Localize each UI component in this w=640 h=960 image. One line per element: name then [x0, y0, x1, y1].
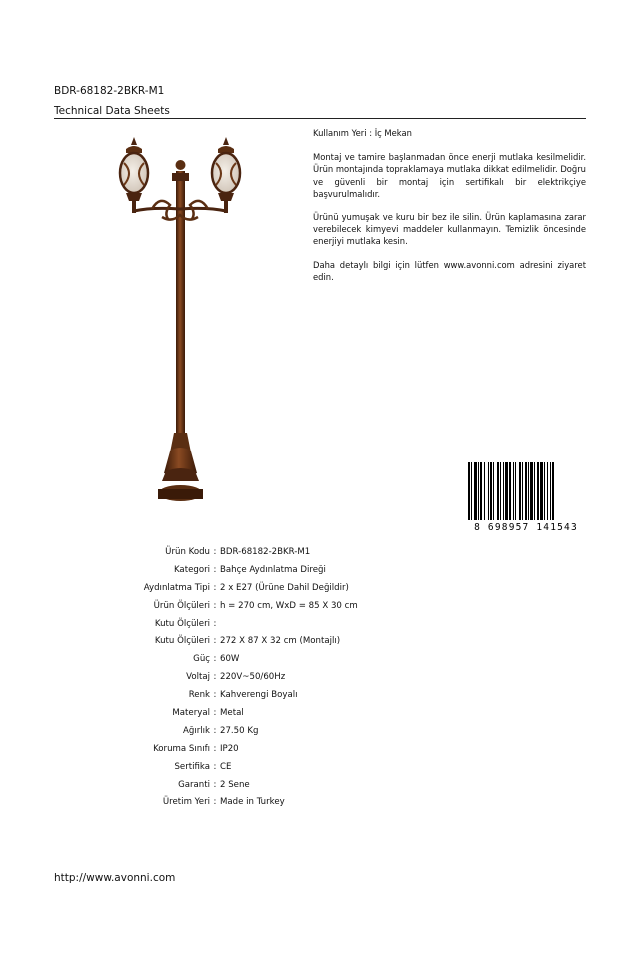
spec-row: [80, 776, 480, 794]
spec-value: 60W: [220, 654, 240, 665]
safety-note: Montaj ve tamire başlanmadan önce enerji mutlaka kesilmelidir. Ürün montajında topraklamaya mutlaka dikkat edilmelidir. Doğru ve güvenli bir montaj için sertifikalı bir elektrikçiye başvurulmalıdır.: [313, 152, 586, 199]
spec-value: Metal: [220, 707, 244, 718]
spec-separator: :: [213, 672, 217, 683]
spec-row: [80, 543, 480, 561]
barcode: [466, 462, 586, 532]
barcode-bar: [528, 462, 529, 520]
spec-row: [80, 740, 480, 758]
spec-separator: :: [213, 690, 217, 701]
barcode-bar: [493, 462, 494, 520]
spec-separator: :: [213, 636, 217, 647]
spec-separator: :: [213, 761, 217, 772]
spec-label: Aydınlatma Tipi: [143, 582, 210, 593]
spec-label: Ürün Ölçüleri: [153, 600, 210, 611]
spec-row: [80, 704, 480, 722]
spec-label: Garanti: [178, 779, 210, 790]
barcode-bar: [537, 462, 539, 520]
barcode-bar: [534, 462, 535, 520]
spec-row: [80, 686, 480, 704]
barcode-bar: [474, 462, 477, 520]
spec-row: [80, 579, 480, 597]
product-code-title: BDR-68182-2BKR-M1: [54, 85, 165, 97]
spec-label: Ağırlık: [182, 725, 210, 736]
barcode-bar: [530, 462, 533, 520]
barcode-bar: [550, 462, 551, 520]
barcode-bar: [522, 462, 523, 520]
usage-location: Kullanım Yeri : İç Mekan: [313, 128, 412, 138]
spec-row: [80, 632, 480, 650]
spec-label: Renk: [188, 690, 210, 701]
spec-row: [80, 650, 480, 668]
barcode-bar: [471, 462, 472, 520]
barcode-bar: [540, 462, 543, 520]
spec-row: [80, 793, 480, 811]
barcode-bar: [509, 462, 511, 520]
barcode-digits: 8 698957 141543: [474, 522, 578, 532]
spec-separator: :: [213, 725, 217, 736]
barcode-bar: [490, 462, 492, 520]
barcode-bar: [503, 462, 504, 520]
barcode-bar: [478, 462, 479, 520]
garden-lamp-post-icon: [112, 133, 248, 505]
barcode-bars: [468, 462, 554, 520]
spec-row: [80, 615, 480, 633]
barcode-bar: [500, 462, 501, 520]
spec-row: [80, 597, 480, 615]
spec-value: Bahçe Aydınlatma Direği: [220, 564, 326, 575]
spec-label: Güç: [193, 654, 210, 665]
spec-label: Voltaj: [186, 672, 210, 683]
spec-label: Ürün Kodu: [165, 546, 210, 557]
spec-label: Kutu Ölçüleri: [154, 618, 210, 629]
barcode-bar: [525, 462, 527, 520]
spec-value: IP20: [220, 743, 239, 754]
barcode-bar: [544, 462, 545, 520]
cleaning-note: Ürünü yumuşak ve kuru bir bez ile silin. Ürün kaplamasına zarar verebilecek kimyevi maddeler kullanmayın. Temizlik öncesinde enerjiyi mutlaka kesin.: [313, 212, 586, 247]
spec-value: 272 X 87 X 32 cm (Montajlı): [220, 636, 341, 647]
spec-row: [80, 561, 480, 579]
spec-value: 220V~50/60Hz: [220, 672, 286, 683]
document-header: [54, 84, 586, 118]
spec-row: [80, 722, 480, 740]
spec-label: Materyal: [172, 707, 210, 718]
barcode-bar: [515, 462, 516, 520]
spec-row: [80, 758, 480, 776]
spec-value: 2 Sene: [220, 779, 250, 790]
spec-separator: :: [213, 743, 217, 754]
spec-separator: :: [213, 779, 217, 790]
spec-value: 27.50 Kg: [220, 725, 259, 736]
spec-value: CE: [220, 761, 232, 772]
spec-separator: :: [213, 618, 217, 629]
barcode-bar: [484, 462, 485, 520]
barcode-bar: [552, 462, 554, 520]
barcode-bar: [468, 462, 470, 520]
info-note: Daha detaylı bilgi için lütfen www.avonni.com adresini ziyaret edin.: [313, 259, 586, 282]
spec-separator: :: [213, 582, 217, 593]
spec-separator: :: [213, 564, 217, 575]
spec-separator: :: [213, 600, 217, 611]
spec-separator: :: [213, 707, 217, 718]
barcode-bar: [497, 462, 499, 520]
spec-value: 2 x E27 (Ürüne Dahil Değildir): [220, 582, 349, 593]
spec-label: Koruma Sınıfı: [153, 743, 210, 754]
spec-value: h = 270 cm, WxD = 85 X 30 cm: [220, 600, 358, 611]
barcode-bar: [519, 462, 521, 520]
spec-label: Üretim Yeri: [162, 797, 210, 808]
spec-separator: :: [213, 654, 217, 665]
barcode-bar: [547, 462, 548, 520]
barcode-bar: [488, 462, 489, 520]
spec-separator: :: [213, 797, 217, 808]
spec-label: Kategori: [173, 564, 210, 575]
spec-value: BDR-68182-2BKR-M1: [220, 546, 311, 557]
spec-separator: :: [213, 546, 217, 557]
header-divider: [54, 118, 586, 119]
footer-url: http://www.avonni.com: [54, 872, 176, 884]
barcode-bar: [513, 462, 514, 520]
barcode-bar: [505, 462, 508, 520]
document-subtitle: Technical Data Sheets: [54, 105, 170, 117]
spec-label: Sertifika: [174, 761, 210, 772]
spec-row: [80, 668, 480, 686]
barcode-bar: [480, 462, 482, 520]
usage-notes: [313, 127, 586, 294]
spec-label: Kutu Ölçüleri: [154, 636, 210, 647]
spec-value: Kahverengi Boyalı: [220, 690, 298, 701]
spec-table: [80, 543, 480, 811]
spec-value: Made in Turkey: [220, 797, 285, 808]
